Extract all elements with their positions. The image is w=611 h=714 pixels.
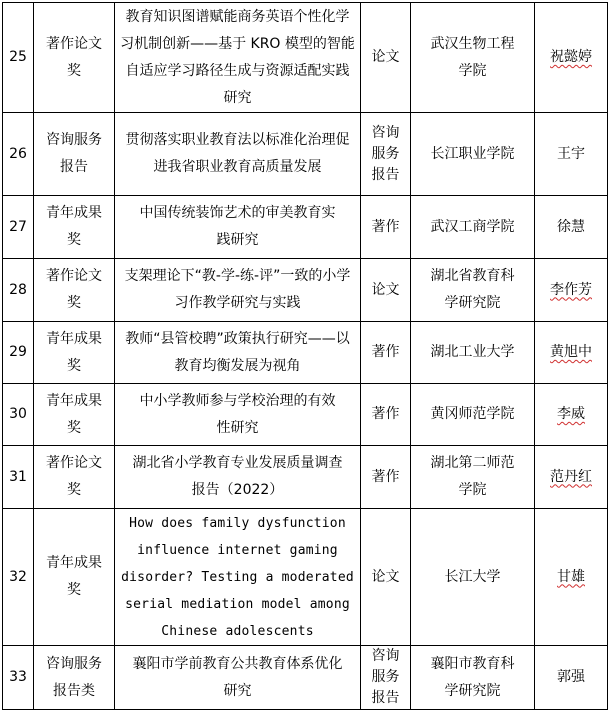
table-row [3, 322, 608, 384]
table-row [3, 3, 608, 113]
work-title: 教师“县管校聘”政策执行研究——以教育均衡发展为视角 [115, 322, 361, 384]
award-category: 青年成果奖 [34, 322, 115, 384]
row-number: 28 [3, 259, 34, 322]
affiliation: 黄冈师范学院 [411, 384, 535, 446]
author-name: 李威 [535, 384, 608, 446]
author-name: 李作芳 [535, 259, 608, 322]
row-number: 32 [3, 509, 34, 646]
work-type: 论文 [361, 509, 411, 646]
author-name: 徐慧 [535, 196, 608, 259]
award-category: 青年成果奖 [34, 384, 115, 446]
work-title: How does family dysfunction influence internet gaming disorder? Testing a moderated serial mediation model among Chinese adolescents [115, 509, 361, 646]
affiliation: 湖北第二师范学院 [411, 446, 535, 509]
author-name: 黄旭中 [535, 322, 608, 384]
author-name: 甘雄 [535, 509, 608, 646]
work-title: 教育知识图谱赋能商务英语个性化学习机制创新——基于 KRO 模型的智能自适应学习路径生成与资源适配实践研究 [115, 3, 361, 113]
work-type: 著作 [361, 196, 411, 259]
row-number: 27 [3, 196, 34, 259]
award-category: 咨询服务报告 [34, 113, 115, 196]
author-name: 郭强 [535, 646, 608, 710]
table-row [3, 259, 608, 322]
work-type: 咨询服务报告 [361, 646, 411, 710]
affiliation: 襄阳市教育科学研究院 [411, 646, 535, 710]
award-category: 咨询服务报告类 [34, 646, 115, 710]
work-title: 中小学教师参与学校治理的有效性研究 [115, 384, 361, 446]
work-type: 著作 [361, 446, 411, 509]
affiliation: 长江大学 [411, 509, 535, 646]
author-name: 范丹红 [535, 446, 608, 509]
awards-table [2, 2, 608, 710]
work-type: 著作 [361, 322, 411, 384]
table-row [3, 509, 608, 646]
award-category: 著作论文奖 [34, 3, 115, 113]
work-type: 咨询服务报告 [361, 113, 411, 196]
table-row [3, 646, 608, 710]
row-number: 26 [3, 113, 34, 196]
award-category: 青年成果奖 [34, 196, 115, 259]
table-row [3, 113, 608, 196]
work-type: 论文 [361, 259, 411, 322]
work-type: 论文 [361, 3, 411, 113]
award-category: 著作论文奖 [34, 446, 115, 509]
work-title: 贯彻落实职业教育法以标准化治理促进我省职业教育高质量发展 [115, 113, 361, 196]
row-number: 30 [3, 384, 34, 446]
affiliation: 武汉生物工程学院 [411, 3, 535, 113]
author-name: 王宇 [535, 113, 608, 196]
row-number: 31 [3, 446, 34, 509]
row-number: 33 [3, 646, 34, 710]
affiliation: 湖北省教育科学研究院 [411, 259, 535, 322]
author-name: 祝懿婷 [535, 3, 608, 113]
work-title: 襄阳市学前教育公共教育体系优化研究 [115, 646, 361, 710]
affiliation: 湖北工业大学 [411, 322, 535, 384]
work-title: 湖北省小学教育专业发展质量调查报告（2022） [115, 446, 361, 509]
work-title: 中国传统装饰艺术的审美教育实践研究 [115, 196, 361, 259]
award-category: 著作论文奖 [34, 259, 115, 322]
table-row [3, 196, 608, 259]
work-type: 著作 [361, 384, 411, 446]
table-row [3, 446, 608, 509]
table-row [3, 384, 608, 446]
affiliation: 长江职业学院 [411, 113, 535, 196]
row-number: 25 [3, 3, 34, 113]
affiliation: 武汉工商学院 [411, 196, 535, 259]
award-category: 青年成果奖 [34, 509, 115, 646]
work-title: 支架理论下“教-学-练-评”一致的小学习作教学研究与实践 [115, 259, 361, 322]
row-number: 29 [3, 322, 34, 384]
